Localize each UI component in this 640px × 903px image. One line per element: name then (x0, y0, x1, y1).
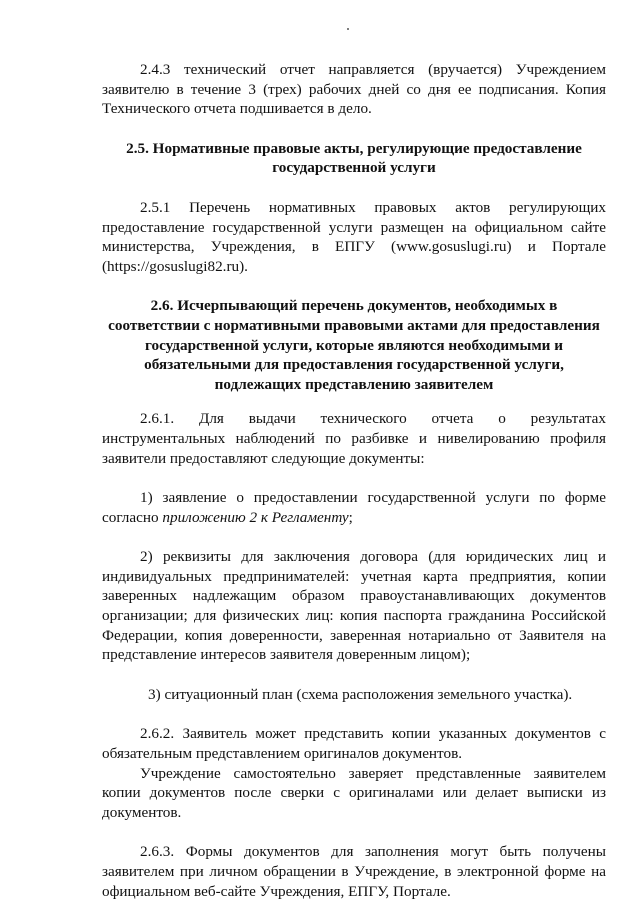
document-page (102, 60, 606, 901)
paragraph-2-5-1: 2.5.1 Перечень нормативных правовых актов регулирующих предоставление государственной услуги размещен на официальном сайте министерства, Учреждения, в ЕПГУ (www.gosuslugi.ru) и Портале (https://gosuslugi82.ru). (102, 198, 606, 275)
heading-2-5: 2.5. Нормативные правовые акты, регулирующие предоставление государственной услуги (126, 139, 582, 177)
heading-2-6: 2.6. Исчерпывающий перечень документов, необходимых в соответствии с нормативными правовыми актами для предоставления государственной услуги, которые являются необходимыми и обязательными для предоставления государственной услуги, подлежащих представлению заявителем (108, 297, 600, 393)
list-item-1-end: ; (348, 508, 353, 526)
paragraph-2-6-2-continued: Учреждение самостоятельно заверяет представленные заявителем копии документов после сверки с оригиналами или делает выписки из документов. (102, 764, 606, 821)
paragraph-2-6-3: 2.6.3. Формы документов для заполнения могут быть получены заявителем при личном обращении в Учреждение, в электронной форме на официальном веб-сайте Учреждения, ЕПГУ, Порталe. (102, 843, 606, 900)
paragraph-2-6-2: 2.6.2. Заявитель может представить копии указанных документов с обязательным представлением оригиналов документов. (102, 725, 606, 763)
list-item-3: 3) ситуационный план (схема расположения земельного участка). (148, 685, 573, 703)
paragraph-2-4-3: 2.4.3 технический отчет направляется (вручается) Учреждением заявителю в течение 3 (трех) рабочих дней со дня ее подписания. Копия Технического отчета подшивается в дело. (102, 61, 606, 118)
list-item-1-text: 1) заявление о предоставлении государственной услуги по форме согласно (102, 489, 606, 526)
paragraph-2-6-1: 2.6.1. Для выдачи технического отчета о результатах инструментальных наблюдений по разбивке и нивелированию профиля заявители предоставляют следующие документы: (102, 410, 606, 467)
list-item-1 (102, 488, 606, 527)
scan-speck (347, 28, 349, 30)
appendix-reference: приложению 2 к Регламенту (162, 508, 349, 526)
list-item-2: 2) реквизиты для заключения договора (для юридических лиц и индивидуальных предпринимателей: учетная карта предприятия, копии заверенных надлежащим образом правоустанавливающих документов организации; для физических лиц: копия паспорта гражданина Российской Федерации, копия доверенности, заверенная нотариально от Заявителя на представление интересов заявителя доверенным лицом); (102, 548, 606, 664)
